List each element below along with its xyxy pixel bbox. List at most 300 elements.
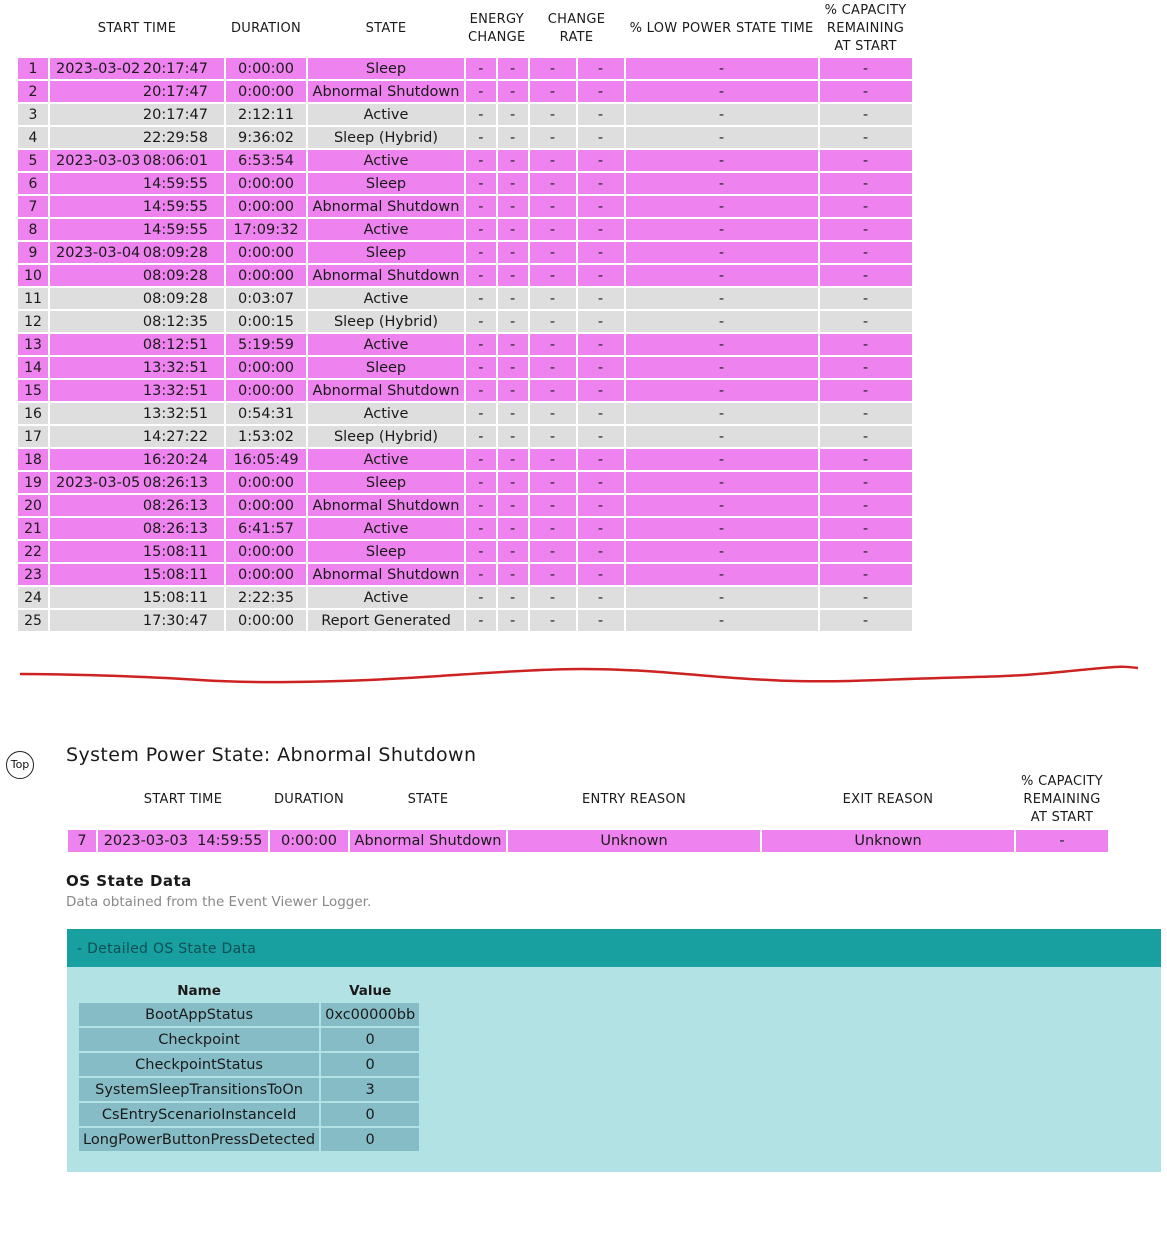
row-change-rate: - [530,219,576,240]
row-time: 13:32:51 [142,359,208,376]
row-state: Abnormal Shutdown [308,81,464,102]
row-state: Active [308,288,464,309]
row-state: Active [308,587,464,608]
history-row [18,196,912,217]
row-change-rate: - [530,311,576,332]
row-index: 17 [18,426,48,447]
history-row [18,334,912,355]
os-state-row [79,1103,419,1126]
row-energy-change-2: - [498,58,528,79]
row-date: 2023-03-02 [56,60,141,77]
row-low-power-time: - [626,541,818,562]
sps-start: 2023-03-03 14:59:55 [98,830,268,852]
row-time: 15:08:11 [142,566,208,583]
row-date: 2023-03-04 [56,244,141,261]
row-capacity-at-start: - [820,288,912,309]
row-low-power-time: - [626,403,818,424]
row-low-power-time: - [626,334,818,355]
row-duration: 0:00:00 [226,173,306,194]
row-index: 24 [18,587,48,608]
row-low-power-time: - [626,173,818,194]
history-row [18,311,912,332]
row-low-power-time: - [626,104,818,125]
row-time: 22:29:58 [142,129,208,146]
row-time: 15:08:11 [142,589,208,606]
sps-header-row [68,772,1108,828]
row-state: Active [308,104,464,125]
row-duration: 5:19:59 [226,334,306,355]
row-index: 3 [18,104,48,125]
row-energy-change-2: - [498,311,528,332]
row-change-rate-2: - [578,357,624,378]
history-row [18,610,912,631]
row-energy-change-2: - [498,288,528,309]
row-capacity-at-start: - [820,127,912,148]
row-index: 11 [18,288,48,309]
sps-row [68,830,1108,852]
row-duration: 0:00:00 [226,495,306,516]
row-time: 08:26:13 [142,520,208,537]
row-energy-change-2: - [498,610,528,631]
row-time: 20:17:47 [142,60,208,77]
row-change-rate-2: - [578,472,624,493]
os-state-value: 0 [321,1028,419,1051]
row-low-power-time: - [626,495,818,516]
row-change-rate: - [530,426,576,447]
row-capacity-at-start: - [820,219,912,240]
row-state: Sleep (Hybrid) [308,311,464,332]
row-index: 4 [18,127,48,148]
os-state-body [79,1003,419,1151]
row-change-rate-2: - [578,311,624,332]
row-time: 14:59:55 [142,175,208,192]
row-index: 10 [18,265,48,286]
name-column-header: Name [177,983,221,999]
row-index: 14 [18,357,48,378]
row-energy-change: - [466,587,496,608]
row-energy-change: - [466,127,496,148]
row-low-power-time: - [626,472,818,493]
os-state-name: SystemSleepTransitionsToOn [79,1078,319,1101]
row-capacity-at-start: - [820,426,912,447]
row-change-rate-2: - [578,587,624,608]
row-energy-change: - [466,311,496,332]
history-row [18,150,912,171]
os-state-value: 0xc00000bb [321,1003,419,1026]
os-state-row [79,1053,419,1076]
row-state: Sleep [308,173,464,194]
row-state: Abnormal Shutdown [308,265,464,286]
row-duration: 2:12:11 [226,104,306,125]
row-change-rate-2: - [578,288,624,309]
os-state-title: OS State Data [66,872,192,890]
row-capacity-at-start: - [820,357,912,378]
history-table [16,0,914,633]
row-index: 9 [18,242,48,263]
row-energy-change-2: - [498,495,528,516]
row-duration: 0:00:00 [226,564,306,585]
sps-index: 7 [68,830,96,852]
row-duration: 0:00:00 [226,265,306,286]
row-time: 20:17:47 [142,83,208,100]
row-state: Active [308,150,464,171]
row-low-power-time: - [626,196,818,217]
row-capacity-at-start: - [820,173,912,194]
row-capacity-at-start: - [820,449,912,470]
row-duration: 6:41:57 [226,518,306,539]
row-change-rate: - [530,58,576,79]
row-duration: 0:00:00 [226,242,306,263]
row-index: 25 [18,610,48,631]
row-energy-change: - [466,81,496,102]
row-capacity-at-start: - [820,495,912,516]
row-time: 13:32:51 [142,382,208,399]
row-change-rate-2: - [578,173,624,194]
row-change-rate-2: - [578,127,624,148]
row-change-rate: - [530,242,576,263]
sps-entry-reason: Unknown [508,830,760,852]
row-capacity-at-start: - [820,311,912,332]
history-row [18,357,912,378]
row-time: 16:20:24 [142,451,208,468]
row-energy-change-2: - [498,564,528,585]
row-change-rate: - [530,196,576,217]
row-duration: 0:00:00 [226,58,306,79]
row-change-rate-2: - [578,104,624,125]
row-energy-change: - [466,541,496,562]
row-capacity-at-start: - [820,610,912,631]
row-energy-change-2: - [498,518,528,539]
os-state-name: CsEntryScenarioInstanceId [79,1103,319,1126]
row-state: Abnormal Shutdown [308,380,464,401]
row-time: 14:59:55 [142,221,208,238]
history-row [18,541,912,562]
row-duration: 2:22:35 [226,587,306,608]
value-column-header: Value [349,983,392,999]
os-state-header-row [79,981,419,1001]
row-index: 15 [18,380,48,401]
row-low-power-time: - [626,357,818,378]
row-time: 14:27:22 [142,428,208,445]
history-row [18,380,912,401]
history-header-row [18,2,912,56]
history-row [18,242,912,263]
history-row [18,495,912,516]
top-button[interactable]: Top [6,751,34,779]
row-change-rate-2: - [578,265,624,286]
row-energy-change: - [466,449,496,470]
row-duration: 0:54:31 [226,403,306,424]
row-start-time [50,288,224,309]
row-index: 2 [18,81,48,102]
row-capacity-at-start: - [820,518,912,539]
history-row [18,472,912,493]
row-start-time [50,541,224,562]
row-energy-change: - [466,518,496,539]
col-capacity-header: % CAPACITY REMAINING AT START [824,3,907,54]
row-change-rate: - [530,518,576,539]
row-change-rate: - [530,380,576,401]
row-capacity-at-start: - [820,265,912,286]
row-index: 13 [18,334,48,355]
row-low-power-time: - [626,288,818,309]
detailed-os-state-toggle[interactable]: - Detailed OS State Data [67,929,1161,967]
os-state-name: BootAppStatus [79,1003,319,1026]
row-change-rate: - [530,541,576,562]
row-start-time [50,403,224,424]
row-energy-change-2: - [498,150,528,171]
history-row [18,265,912,286]
row-change-rate-2: - [578,81,624,102]
row-change-rate: - [530,334,576,355]
row-time: 20:17:47 [142,106,208,123]
row-duration: 0:00:00 [226,472,306,493]
row-duration: 0:00:00 [226,541,306,562]
row-duration: 9:36:02 [226,127,306,148]
row-capacity-at-start: - [820,564,912,585]
os-state-name: CheckpointStatus [79,1053,319,1076]
os-state-row [79,1028,419,1051]
col-start-time-header: START TIME [97,21,177,36]
row-energy-change-2: - [498,265,528,286]
wavy-divider [20,658,1140,688]
os-state-subtitle: Data obtained from the Event Viewer Logger. [66,894,372,910]
row-energy-change: - [466,150,496,171]
row-capacity-at-start: - [820,472,912,493]
row-energy-change-2: - [498,104,528,125]
row-start-time [50,127,224,148]
row-low-power-time: - [626,518,818,539]
row-low-power-time: - [626,587,818,608]
row-change-rate: - [530,610,576,631]
row-index: 6 [18,173,48,194]
row-index: 8 [18,219,48,240]
row-low-power-time: - [626,58,818,79]
row-change-rate-2: - [578,426,624,447]
row-energy-change: - [466,334,496,355]
row-time: 08:12:35 [142,313,208,330]
row-change-rate-2: - [578,219,624,240]
row-energy-change-2: - [498,449,528,470]
row-low-power-time: - [626,265,818,286]
row-capacity-at-start: - [820,81,912,102]
sps-col-entry-header: ENTRY REASON [581,792,687,807]
row-duration: 0:00:00 [226,380,306,401]
row-duration: 0:00:00 [226,196,306,217]
row-change-rate-2: - [578,564,624,585]
row-time: 08:09:28 [142,267,208,284]
row-low-power-time: - [626,81,818,102]
row-state: Sleep (Hybrid) [308,127,464,148]
row-start-time [50,334,224,355]
row-date: 2023-03-05 [56,474,141,491]
row-low-power-time: - [626,127,818,148]
row-start-time [50,150,224,171]
history-row [18,426,912,447]
row-state: Sleep (Hybrid) [308,426,464,447]
detailed-os-state-panel [67,929,1161,1172]
os-state-row [79,1003,419,1026]
sps-exit-reason: Unknown [762,830,1014,852]
row-time: 08:26:13 [142,474,208,491]
os-state-table [77,979,421,1153]
row-change-rate: - [530,81,576,102]
row-time: 08:12:51 [142,336,208,353]
row-change-rate-2: - [578,495,624,516]
history-row [18,104,912,125]
row-change-rate: - [530,587,576,608]
row-start-time [50,242,224,263]
row-capacity-at-start: - [820,541,912,562]
row-capacity-at-start: - [820,196,912,217]
row-duration: 0:00:00 [226,357,306,378]
row-energy-change-2: - [498,380,528,401]
row-start-time [50,196,224,217]
sps-col-exit-header: EXIT REASON [842,792,934,807]
history-row [18,288,912,309]
sps-col-duration-header: DURATION [273,792,345,807]
col-state-header: STATE [365,21,407,36]
col-energy-change-header: ENERGY CHANGE [468,12,526,45]
col-change-rate-header: CHANGE RATE [547,12,606,45]
row-capacity-at-start: - [820,587,912,608]
row-change-rate: - [530,449,576,470]
row-duration: 1:53:02 [226,426,306,447]
row-change-rate: - [530,127,576,148]
row-energy-change-2: - [498,81,528,102]
row-start-time [50,265,224,286]
row-energy-change: - [466,288,496,309]
row-energy-change: - [466,357,496,378]
row-low-power-time: - [626,380,818,401]
row-start-time [50,81,224,102]
divider-line [20,667,1138,682]
row-energy-change: - [466,380,496,401]
sps-col-start-header: START TIME [143,792,223,807]
row-energy-change-2: - [498,426,528,447]
row-start-time [50,357,224,378]
row-duration: 0:00:00 [226,610,306,631]
row-start-time [50,58,224,79]
row-change-rate-2: - [578,150,624,171]
row-change-rate: - [530,173,576,194]
row-time: 17:30:47 [142,612,208,629]
row-energy-change: - [466,242,496,263]
row-energy-change: - [466,219,496,240]
col-low-power-header: % LOW POWER STATE TIME [629,21,814,36]
row-capacity-at-start: - [820,104,912,125]
row-start-time [50,104,224,125]
row-energy-change-2: - [498,219,528,240]
row-start-time [50,173,224,194]
row-energy-change-2: - [498,357,528,378]
os-state-row [79,1078,419,1101]
row-state: Sleep [308,357,464,378]
row-capacity-at-start: - [820,150,912,171]
row-energy-change-2: - [498,472,528,493]
history-row [18,58,912,79]
row-low-power-time: - [626,219,818,240]
row-energy-change-2: - [498,587,528,608]
row-energy-change-2: - [498,242,528,263]
row-energy-change-2: - [498,173,528,194]
row-index: 1 [18,58,48,79]
row-change-rate: - [530,288,576,309]
row-change-rate-2: - [578,196,624,217]
row-start-time [50,426,224,447]
row-start-time [50,610,224,631]
row-time: 08:26:13 [142,497,208,514]
row-state: Active [308,518,464,539]
row-index: 20 [18,495,48,516]
os-state-name: Checkpoint [79,1028,319,1051]
row-energy-change-2: - [498,334,528,355]
os-state-value: 0 [321,1128,419,1151]
row-state: Active [308,219,464,240]
row-duration: 0:03:07 [226,288,306,309]
row-change-rate-2: - [578,380,624,401]
row-low-power-time: - [626,242,818,263]
row-index: 7 [18,196,48,217]
row-index: 23 [18,564,48,585]
row-energy-change: - [466,173,496,194]
row-energy-change: - [466,495,496,516]
row-change-rate-2: - [578,449,624,470]
row-change-rate-2: - [578,334,624,355]
row-energy-change: - [466,58,496,79]
row-duration: 0:00:00 [226,81,306,102]
history-row [18,81,912,102]
row-index: 16 [18,403,48,424]
history-row [18,518,912,539]
row-energy-change: - [466,472,496,493]
history-row [18,449,912,470]
row-duration: 16:05:49 [226,449,306,470]
col-duration-header: DURATION [230,21,302,36]
sps-col-state-header: STATE [407,792,449,807]
row-start-time [50,472,224,493]
history-row [18,219,912,240]
os-state-value: 0 [321,1103,419,1126]
row-capacity-at-start: - [820,380,912,401]
row-state: Active [308,449,464,470]
row-low-power-time: - [626,311,818,332]
row-energy-change: - [466,403,496,424]
row-time: 14:59:55 [142,198,208,215]
col-index-header [18,2,48,56]
row-duration: 6:53:54 [226,150,306,171]
row-change-rate: - [530,357,576,378]
row-index: 5 [18,150,48,171]
row-time: 08:06:01 [142,152,208,169]
history-row [18,564,912,585]
row-start-time [50,495,224,516]
row-index: 21 [18,518,48,539]
row-capacity-at-start: - [820,334,912,355]
row-capacity-at-start: - [820,403,912,424]
row-change-rate: - [530,150,576,171]
row-duration: 17:09:32 [226,219,306,240]
row-index: 22 [18,541,48,562]
history-body [18,58,912,631]
row-time: 08:09:28 [142,290,208,307]
row-change-rate: - [530,564,576,585]
row-state: Active [308,403,464,424]
sps-col-index-header [68,772,96,828]
row-energy-change-2: - [498,541,528,562]
row-low-power-time: - [626,610,818,631]
row-change-rate: - [530,265,576,286]
